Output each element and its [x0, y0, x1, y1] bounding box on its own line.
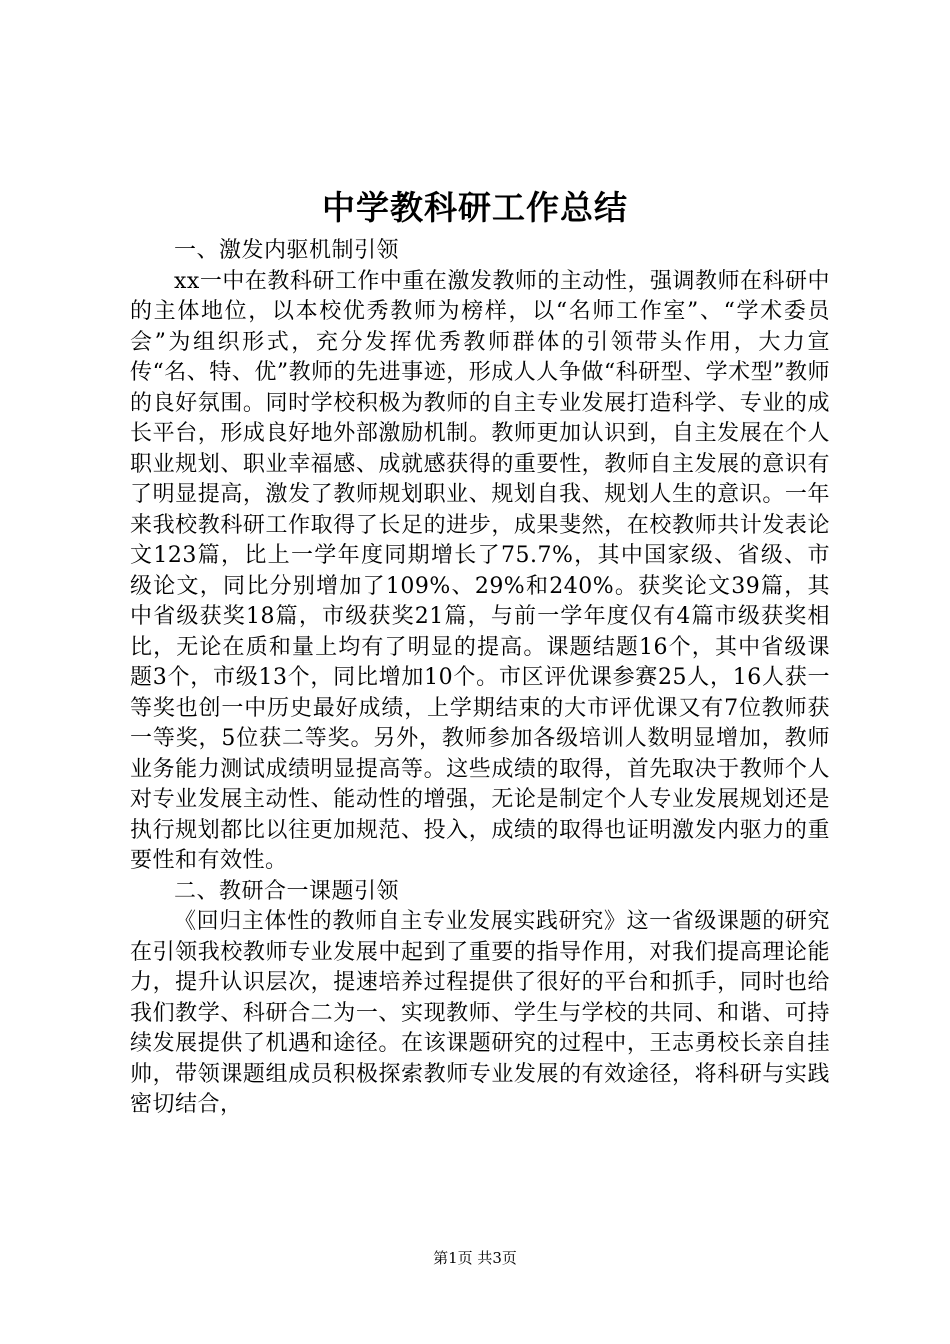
section-1-heading: 一、激发内驱机制引领 [174, 238, 400, 263]
document-body [130, 236, 830, 1121]
section-2-paragraph: 《回归主体性的教师自主专业发展实践研究》这一省级课题的研究在引领我校教师专业发展中起到了重要的指导作用，对我们提高理论能力，提升认识层次，提速培养过程提供了很好的平台和抓手，同时也给我们教学、科研合二为一、实现教师、学生与学校的共同、和谐、可持续发展提供了机遇和途径。在该课题研究的过程中，王志勇校长亲自挂帅，带领课题组成员积极探索教师专业发展的有效途径，将科研与实践密切结合， [130, 909, 830, 1117]
section-2-heading: 二、教研合一课题引领 [174, 878, 400, 904]
page-footer: 第1页 共3页 [433, 1249, 517, 1267]
section-1-paragraph: xx一中在教科研工作中重在激发教师的主动性，强调教师在科研中的主体地位，以本校优秀教师为榜样，以“名师工作室”、“学术委员会”为组织形式，充分发挥优秀教师群体的引领带头作用，大力宣传“名、特、优”教师的先进事迹，形成人人争做“科研型、学术型”教师的良好氛围。同时学校积极为教师的自主专业发展打造科学、专业的成长平台，形成良好地外部激励机制。教师更加认识到，自主发展在个人职业规划、职业幸福感、成就感获得的重要性，教师自主发展的意识有了明显提高，激发了教师规划职业、规划自我、规划人生的意识。一年来我校教科研工作取得了长足的进步，成果斐然，在校教师共计发表论文123篇，比上一学年度同期增长了75.7%，其中国家级、省级、市级论文，同比分别增加了109%、29%和240%。获奖论文39篇，其中省级获奖18篇，市级获奖21篇，与前一学年度仅有4篇市级获奖相比，无论在质和量上均有了明显的提高。课题结题16个，其中省级课题3个，市级13个，同比增加10个。市区评优课参赛25人，16人获一等奖也创一中历史最好成绩，上学期结束的大市评优课又有7位教师获一等奖，5位获二等奖。另外，教师参加各级培训人数明显增加，教师业务能力测试成绩明显提高等。这些成绩的取得，首先取决于教师个人对专业发展主动性、能动性的增强，无论是制定个人专业发展规划还是执行规划都比以往更加规范、投入，成绩的取得也证明激发内驱力的重要性和有效性。 [130, 268, 830, 873]
document-title: 中学教科研工作总结 [322, 188, 628, 227]
